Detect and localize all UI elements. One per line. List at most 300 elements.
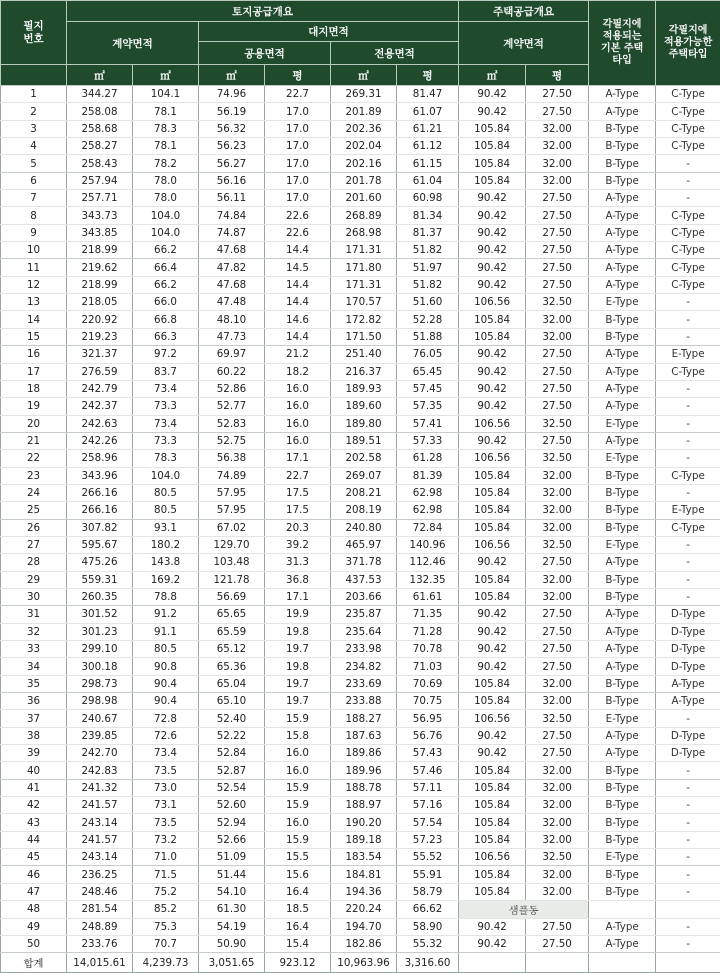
common-pyeong-cell: 19.7 [265,675,331,692]
exclusive-pyeong-cell: 71.03 [397,658,459,675]
exclusive-sqm-cell: 184.81 [331,866,397,883]
lot-number-cell: 17 [1,363,67,380]
house-contract-sqm-cell: 105.84 [459,120,526,137]
basic-type-cell: B-Type [589,328,656,345]
common-sqm-cell: 65.12 [199,641,265,658]
table-row [1,138,720,155]
contract-pyeong-cell: 73.4 [133,415,199,432]
table-row [1,693,720,710]
common-pyeong-cell: 16.0 [265,432,331,449]
basic-type-cell: A-Type [589,380,656,397]
house-contract-pyeong-cell: 32.00 [526,797,589,814]
contract-pyeong-cell: 169.2 [133,571,199,588]
basic-type-cell: B-Type [589,883,656,900]
table-row [1,224,720,241]
lot-number-cell: 43 [1,814,67,831]
common-pyeong-cell: 22.7 [265,467,331,484]
basic-type-cell: B-Type [589,155,656,172]
exclusive-sqm-cell: 233.98 [331,641,397,658]
optional-type-cell: - [656,588,720,605]
common-sqm-cell: 52.84 [199,745,265,762]
common-pyeong-cell: 15.8 [265,727,331,744]
total-exclusive-pyeong: 3,316.60 [397,953,459,973]
house-contract-pyeong-cell: 32.00 [526,519,589,536]
contract-pyeong-cell: 97.2 [133,346,199,363]
lot-number-cell: 39 [1,745,67,762]
house-contract-pyeong-cell: 27.50 [526,658,589,675]
exclusive-sqm-cell: 233.69 [331,675,397,692]
lot-number-cell: 9 [1,224,67,241]
contract-sqm-cell: 343.73 [67,207,133,224]
common-sqm-cell: 47.68 [199,242,265,259]
house-contract-sqm-cell: 90.42 [459,363,526,380]
header-unit-sqm: ㎡ [331,65,397,86]
common-pyeong-cell: 16.0 [265,398,331,415]
contract-sqm-cell: 219.62 [67,259,133,276]
house-contract-pyeong-cell: 27.50 [526,623,589,640]
contract-pyeong-cell: 73.3 [133,398,199,415]
table-row [1,536,720,553]
exclusive-pyeong-cell: 112.46 [397,554,459,571]
common-pyeong-cell: 22.7 [265,86,331,103]
house-contract-pyeong-cell: 32.00 [526,467,589,484]
optional-type-cell: D-Type [656,623,720,640]
total-empty-cell [589,953,656,973]
exclusive-pyeong-cell: 56.95 [397,710,459,727]
contract-pyeong-cell: 80.5 [133,484,199,501]
table-row [1,675,720,692]
house-contract-pyeong-cell: 32.00 [526,814,589,831]
house-contract-sqm-cell: 90.42 [459,380,526,397]
header-land-supply: 토지공급개요 [67,1,459,22]
common-pyeong-cell: 31.3 [265,554,331,571]
exclusive-sqm-cell: 201.78 [331,172,397,189]
exclusive-sqm-cell: 194.36 [331,883,397,900]
common-sqm-cell: 65.59 [199,623,265,640]
house-contract-pyeong-cell: 32.00 [526,120,589,137]
common-sqm-cell: 65.65 [199,606,265,623]
house-contract-sqm-cell: 90.42 [459,103,526,120]
contract-pyeong-cell: 80.5 [133,641,199,658]
contract-sqm-cell: 242.79 [67,380,133,397]
total-contract-pyeong: 4,239.73 [133,953,199,973]
common-pyeong-cell: 16.4 [265,918,331,935]
header-unit-blank [1,65,67,86]
house-contract-pyeong-cell: 32.00 [526,328,589,345]
basic-type-cell: E-Type [589,415,656,432]
common-pyeong-cell: 15.9 [265,779,331,796]
house-contract-sqm-cell: 106.56 [459,710,526,727]
basic-type-cell: A-Type [589,554,656,571]
basic-type-cell: B-Type [589,779,656,796]
table-row [1,207,720,224]
exclusive-pyeong-cell: 70.75 [397,693,459,710]
contract-pyeong-cell: 71.0 [133,849,199,866]
contract-pyeong-cell: 78.2 [133,155,199,172]
table-row [1,831,720,848]
contract-sqm-cell: 242.63 [67,415,133,432]
contract-pyeong-cell: 78.8 [133,588,199,605]
header-unit-sqm: ㎡ [133,65,199,86]
common-sqm-cell: 47.73 [199,328,265,345]
exclusive-sqm-cell: 465.97 [331,536,397,553]
exclusive-sqm-cell: 208.19 [331,502,397,519]
common-pyeong-cell: 22.6 [265,224,331,241]
exclusive-pyeong-cell: 61.15 [397,155,459,172]
exclusive-sqm-cell: 201.89 [331,103,397,120]
common-sqm-cell: 47.48 [199,294,265,311]
house-contract-pyeong-cell: 27.50 [526,935,589,952]
contract-sqm-cell: 258.08 [67,103,133,120]
house-contract-sqm-cell: 105.84 [459,588,526,605]
optional-type-cell: - [656,849,720,866]
common-pyeong-cell: 18.2 [265,363,331,380]
header-unit-pyeong: 평 [526,65,589,86]
exclusive-pyeong-cell: 61.04 [397,172,459,189]
common-sqm-cell: 74.89 [199,467,265,484]
lot-number-cell: 42 [1,797,67,814]
house-contract-pyeong-cell: 27.50 [526,606,589,623]
exclusive-pyeong-cell: 70.69 [397,675,459,692]
contract-pyeong-cell: 73.5 [133,814,199,831]
optional-type-cell: C-Type [656,467,720,484]
exclusive-pyeong-cell: 57.23 [397,831,459,848]
common-pyeong-cell: 17.0 [265,172,331,189]
lot-number-cell: 8 [1,207,67,224]
common-sqm-cell: 65.04 [199,675,265,692]
common-pyeong-cell: 16.0 [265,745,331,762]
lot-number-cell: 30 [1,588,67,605]
house-contract-pyeong-cell: 32.50 [526,294,589,311]
table-row [1,120,720,137]
common-sqm-cell: 50.90 [199,935,265,952]
contract-sqm-cell: 242.37 [67,398,133,415]
table-row [1,294,720,311]
contract-sqm-cell: 239.85 [67,727,133,744]
optional-type-cell: C-Type [656,120,720,137]
common-sqm-cell: 51.09 [199,849,265,866]
table-row [1,346,720,363]
contract-pyeong-cell: 73.4 [133,745,199,762]
optional-type-cell: - [656,380,720,397]
house-contract-sqm-cell: 105.84 [459,467,526,484]
basic-type-cell: B-Type [589,467,656,484]
exclusive-pyeong-cell: 81.37 [397,224,459,241]
lot-number-cell: 44 [1,831,67,848]
house-contract-sqm-cell: 90.42 [459,190,526,207]
basic-type-cell: A-Type [589,363,656,380]
table-row [1,866,720,883]
table-row [1,918,720,935]
house-contract-pyeong-cell: 32.00 [526,571,589,588]
exclusive-sqm-cell: 268.89 [331,207,397,224]
contract-pyeong-cell: 73.1 [133,797,199,814]
exclusive-sqm-cell: 233.88 [331,693,397,710]
exclusive-sqm-cell: 437.53 [331,571,397,588]
house-contract-sqm-cell: 105.84 [459,693,526,710]
exclusive-pyeong-cell: 72.84 [397,519,459,536]
lot-number-cell: 10 [1,242,67,259]
basic-type-cell: A-Type [589,224,656,241]
exclusive-sqm-cell: 194.70 [331,918,397,935]
optional-type-cell: - [656,797,720,814]
exclusive-sqm-cell: 189.93 [331,380,397,397]
contract-sqm-cell: 220.92 [67,311,133,328]
contract-pyeong-cell: 75.3 [133,918,199,935]
common-sqm-cell: 56.19 [199,103,265,120]
contract-sqm-cell: 299.10 [67,641,133,658]
contract-pyeong-cell: 72.8 [133,710,199,727]
contract-sqm-cell: 266.16 [67,502,133,519]
contract-sqm-cell: 248.89 [67,918,133,935]
house-contract-sqm-cell: 105.84 [459,519,526,536]
exclusive-sqm-cell: 202.58 [331,450,397,467]
exclusive-sqm-cell: 189.18 [331,831,397,848]
total-empty-cell [656,953,720,973]
common-pyeong-cell: 15.4 [265,935,331,952]
lot-number-cell: 41 [1,779,67,796]
basic-type-cell: A-Type [589,207,656,224]
header-site-area: 대지면적 [199,22,459,42]
lot-number-cell: 11 [1,259,67,276]
exclusive-sqm-cell: 268.98 [331,224,397,241]
contract-sqm-cell: 301.52 [67,606,133,623]
table-footer [1,953,720,973]
lot-number-cell: 20 [1,415,67,432]
contract-sqm-cell: 260.35 [67,588,133,605]
house-contract-pyeong-cell: 32.50 [526,450,589,467]
house-contract-sqm-cell: 106.56 [459,536,526,553]
optional-type-cell: - [656,866,720,883]
table-row [1,86,720,103]
basic-type-cell: B-Type [589,484,656,501]
optional-type-cell: - [656,311,720,328]
contract-pyeong-cell: 66.4 [133,259,199,276]
common-sqm-cell: 60.22 [199,363,265,380]
table-row [1,641,720,658]
table-row [1,849,720,866]
optional-type-cell: D-Type [656,641,720,658]
house-contract-sqm-cell: 106.56 [459,849,526,866]
house-contract-pyeong-cell: 27.50 [526,745,589,762]
house-contract-sqm-cell: 90.42 [459,918,526,935]
contract-pyeong-cell: 85.2 [133,901,199,918]
lot-number-cell: 23 [1,467,67,484]
header-lot-number: 필지 번호 [1,1,67,65]
exclusive-pyeong-cell: 52.28 [397,311,459,328]
common-sqm-cell: 57.95 [199,502,265,519]
house-contract-sqm-cell: 105.84 [459,831,526,848]
basic-type-cell: E-Type [589,450,656,467]
optional-type-cell: - [656,762,720,779]
header-house-contract-area: 계약면적 [459,22,589,65]
exclusive-sqm-cell: 171.31 [331,242,397,259]
optional-type-cell: C-Type [656,224,720,241]
exclusive-sqm-cell: 203.66 [331,588,397,605]
contract-sqm-cell: 242.26 [67,432,133,449]
basic-type-cell: B-Type [589,693,656,710]
house-contract-sqm-cell: 90.42 [459,86,526,103]
total-contract-sqm: 14,015.61 [67,953,133,973]
contract-sqm-cell: 321.37 [67,346,133,363]
contract-sqm-cell: 243.14 [67,849,133,866]
common-pyeong-cell: 14.4 [265,242,331,259]
lot-number-cell: 24 [1,484,67,501]
common-sqm-cell: 47.82 [199,259,265,276]
total-common-pyeong: 923.12 [265,953,331,973]
exclusive-sqm-cell: 183.54 [331,849,397,866]
optional-type-cell: D-Type [656,606,720,623]
common-pyeong-cell: 19.8 [265,623,331,640]
exclusive-pyeong-cell: 57.16 [397,797,459,814]
table-row [1,762,720,779]
basic-type-cell: B-Type [589,866,656,883]
lot-number-cell: 38 [1,727,67,744]
table-row [1,242,720,259]
lot-number-cell: 7 [1,190,67,207]
common-sqm-cell: 52.94 [199,814,265,831]
house-contract-pyeong-cell: 32.00 [526,138,589,155]
contract-sqm-cell: 301.23 [67,623,133,640]
common-pyeong-cell: 17.1 [265,588,331,605]
optional-type-cell: - [656,450,720,467]
exclusive-pyeong-cell: 76.05 [397,346,459,363]
contract-sqm-cell: 242.83 [67,762,133,779]
contract-sqm-cell: 595.67 [67,536,133,553]
exclusive-sqm-cell: 202.36 [331,120,397,137]
lot-number-cell: 6 [1,172,67,189]
common-sqm-cell: 52.86 [199,380,265,397]
exclusive-sqm-cell: 171.50 [331,328,397,345]
exclusive-pyeong-cell: 65.45 [397,363,459,380]
optional-type-cell: - [656,571,720,588]
contract-sqm-cell: 241.57 [67,831,133,848]
exclusive-pyeong-cell: 57.46 [397,762,459,779]
contract-sqm-cell: 241.57 [67,797,133,814]
lot-number-cell: 45 [1,849,67,866]
house-contract-pyeong-cell: 27.50 [526,276,589,293]
contract-sqm-cell: 219.23 [67,328,133,345]
common-sqm-cell: 65.10 [199,693,265,710]
contract-pyeong-cell: 73.5 [133,762,199,779]
common-pyeong-cell: 17.0 [265,103,331,120]
contract-sqm-cell: 258.96 [67,450,133,467]
house-contract-sqm-cell: 90.42 [459,398,526,415]
common-sqm-cell: 56.38 [199,450,265,467]
house-contract-sqm-cell: 105.84 [459,883,526,900]
table-row [1,155,720,172]
basic-type-cell: B-Type [589,831,656,848]
house-contract-pyeong-cell: 32.50 [526,536,589,553]
optional-type-cell: - [656,190,720,207]
exclusive-pyeong-cell: 71.28 [397,623,459,640]
common-sqm-cell: 56.27 [199,155,265,172]
table-row [1,259,720,276]
house-contract-sqm-cell: 90.42 [459,346,526,363]
optional-type-cell: - [656,935,720,952]
basic-type-cell: A-Type [589,259,656,276]
optional-type-cell: E-Type [656,346,720,363]
exclusive-pyeong-cell: 51.88 [397,328,459,345]
contract-pyeong-cell: 73.4 [133,380,199,397]
common-pyeong-cell: 17.0 [265,120,331,137]
common-pyeong-cell: 15.6 [265,866,331,883]
house-contract-sqm-cell: 105.84 [459,814,526,831]
table-row [1,103,720,120]
table-row [1,415,720,432]
house-contract-sqm-cell: 105.84 [459,779,526,796]
exclusive-pyeong-cell: 51.97 [397,259,459,276]
house-contract-sqm-cell: 105.84 [459,172,526,189]
basic-type-cell: A-Type [589,276,656,293]
basic-type-cell: A-Type [589,935,656,952]
basic-type-cell: A-Type [589,727,656,744]
house-contract-sqm-cell: 90.42 [459,606,526,623]
house-contract-sqm-cell: 105.84 [459,484,526,501]
lot-number-cell: 1 [1,86,67,103]
basic-type-cell: B-Type [589,311,656,328]
contract-pyeong-cell: 78.0 [133,172,199,189]
common-pyeong-cell: 16.0 [265,814,331,831]
house-contract-sqm-cell: 105.84 [459,866,526,883]
common-sqm-cell: 47.68 [199,276,265,293]
optional-type-cell: - [656,398,720,415]
basic-type-cell: A-Type [589,103,656,120]
contract-pyeong-cell: 66.3 [133,328,199,345]
house-contract-pyeong-cell: 27.50 [526,242,589,259]
basic-type-cell: A-Type [589,641,656,658]
table-row [1,935,720,952]
house-contract-pyeong-cell: 32.00 [526,502,589,519]
table-row [1,779,720,796]
basic-type-cell: A-Type [589,745,656,762]
table-row [1,588,720,605]
table-row [1,502,720,519]
common-sqm-cell: 65.36 [199,658,265,675]
contract-sqm-cell: 258.27 [67,138,133,155]
contract-pyeong-cell: 78.1 [133,138,199,155]
exclusive-pyeong-cell: 57.43 [397,745,459,762]
common-sqm-cell: 61.30 [199,901,265,918]
common-pyeong-cell: 15.5 [265,849,331,866]
house-contract-pyeong-cell: 32.00 [526,831,589,848]
sample-house-cell: 샘플동 [459,901,589,918]
exclusive-pyeong-cell: 71.35 [397,606,459,623]
lot-number-cell: 21 [1,432,67,449]
common-sqm-cell: 54.10 [199,883,265,900]
basic-type-cell: E-Type [589,849,656,866]
contract-pyeong-cell: 75.2 [133,883,199,900]
basic-type-cell: A-Type [589,658,656,675]
table-row [1,797,720,814]
contract-sqm-cell: 276.59 [67,363,133,380]
common-pyeong-cell: 17.0 [265,155,331,172]
exclusive-sqm-cell: 240.80 [331,519,397,536]
contract-sqm-cell: 241.32 [67,779,133,796]
common-pyeong-cell: 15.9 [265,831,331,848]
header-common-area: 공용면적 [199,42,331,65]
contract-pyeong-cell: 90.4 [133,693,199,710]
house-contract-pyeong-cell: 27.50 [526,432,589,449]
optional-type-cell: D-Type [656,658,720,675]
contract-pyeong-cell: 83.7 [133,363,199,380]
exclusive-sqm-cell: 189.60 [331,398,397,415]
exclusive-pyeong-cell: 57.41 [397,415,459,432]
contract-sqm-cell: 343.85 [67,224,133,241]
basic-type-cell: B-Type [589,588,656,605]
optional-type-cell: C-Type [656,259,720,276]
lot-number-cell: 3 [1,120,67,137]
